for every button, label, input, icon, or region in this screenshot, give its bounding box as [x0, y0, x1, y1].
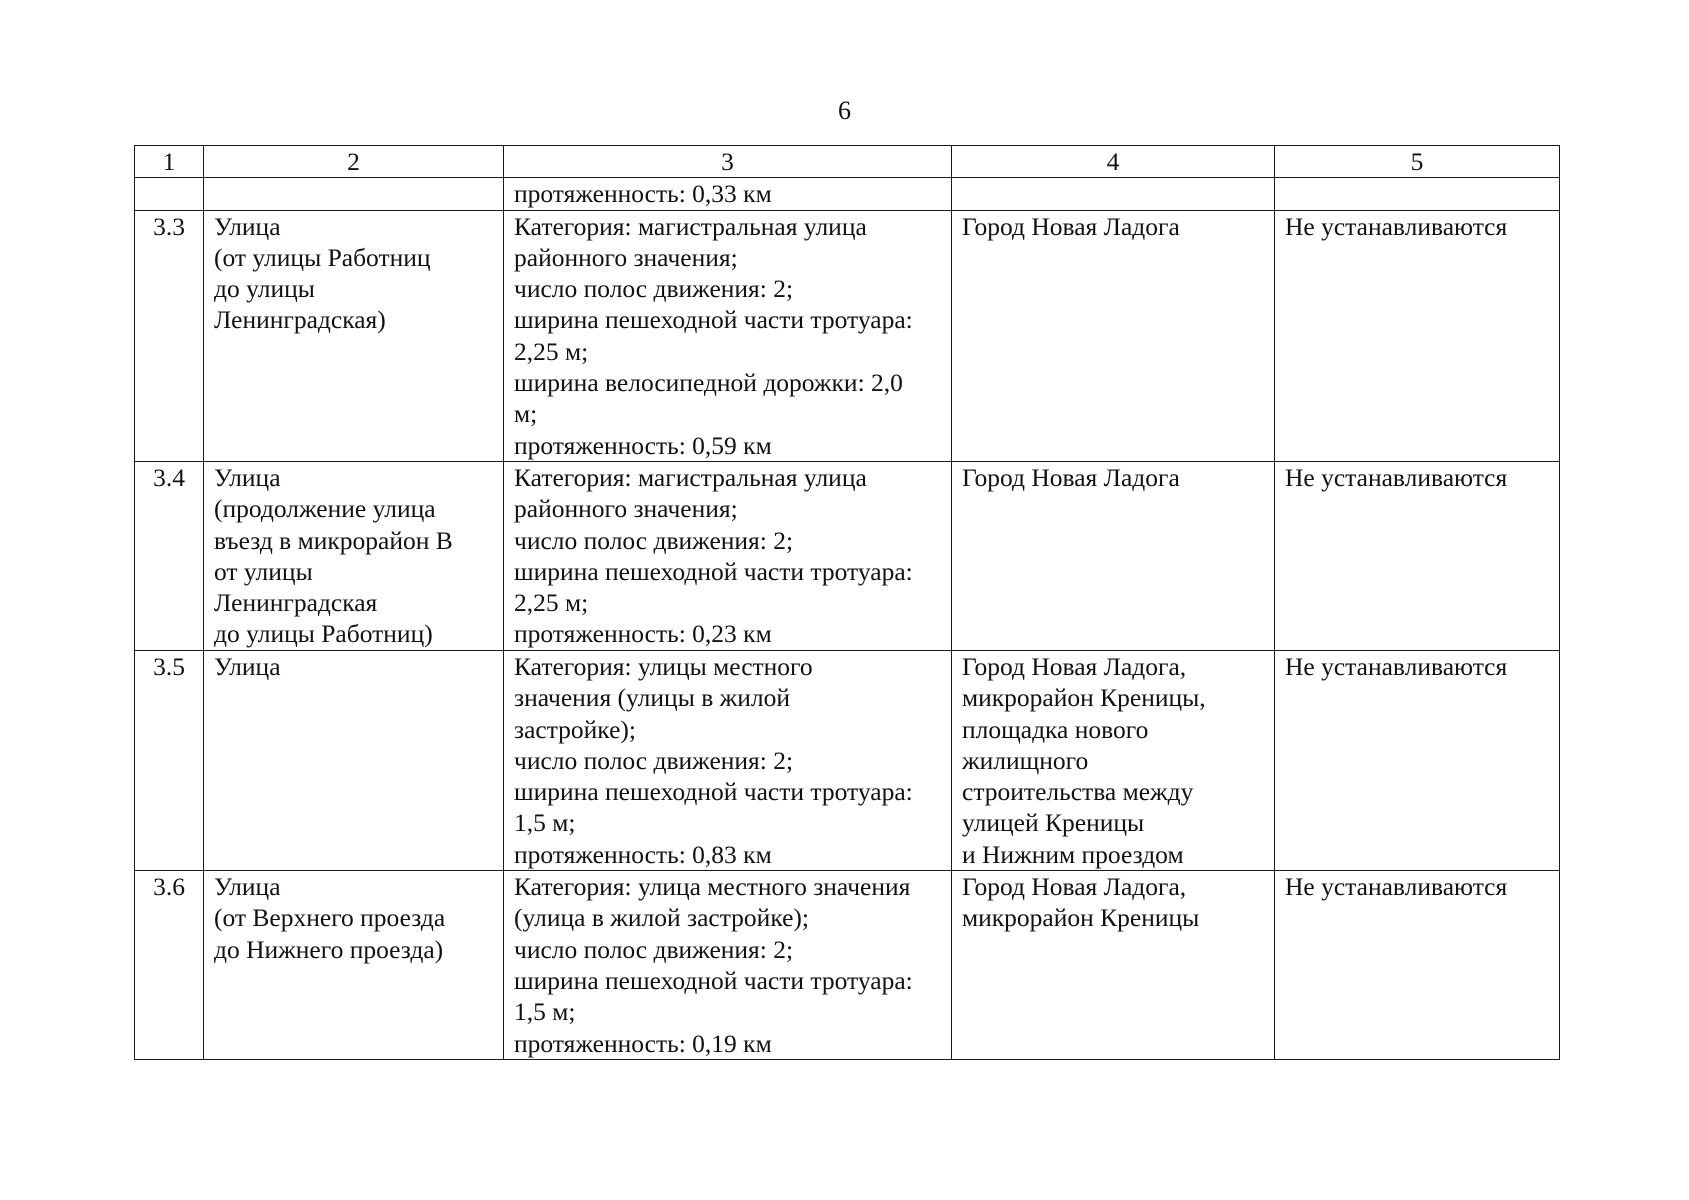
street-parameters: Категория: улицы местного значения (улицы в жилой застройке); число полос движения: 2; ширина пешеходной части тротуара: 1,5 м; протяженность: 0,83 км: [504, 650, 952, 870]
protection-zones: Не устанавливаются: [1275, 871, 1560, 1060]
table-row: [135, 871, 1560, 1060]
protection-zones: Не устанавливаются: [1275, 210, 1560, 461]
header-cell-5: 5: [1275, 146, 1560, 178]
row-number: 3.3: [135, 210, 204, 461]
header-row: [135, 146, 1560, 178]
street-location: Город Новая Ладога, микрорайон Креницы: [952, 871, 1275, 1060]
header-cell-1: 1: [135, 146, 204, 178]
street-name: Улица (от улицы Работниц до улицы Ленинградская): [204, 210, 504, 461]
street-parameters: протяженность: 0,33 км: [504, 178, 952, 210]
header-cell-3: 3: [504, 146, 952, 178]
street-location: Город Новая Ладога: [952, 210, 1275, 461]
street-parameters: Категория: улица местного значения (улица в жилой застройке); число полос движения: 2; ширина пешеходной части тротуара: 1,5 м; протяженность: 0,19 км: [504, 871, 952, 1060]
table-row: [135, 461, 1560, 650]
row-number: 3.5: [135, 650, 204, 870]
table-row: [135, 178, 1560, 210]
streets-table: [134, 145, 1560, 1060]
street-parameters: Категория: магистральная улица районного значения; число полос движения: 2; ширина пешеходной части тротуара: 2,25 м; ширина велосипедной дорожки: 2,0 м; протяженность: 0,59 км: [504, 210, 952, 461]
street-location: [952, 178, 1275, 210]
page-number: 6: [838, 96, 851, 125]
protection-zones: Не устанавливаются: [1275, 650, 1560, 870]
row-number: 3.4: [135, 461, 204, 650]
street-name: Улица (продолжение улица въезд в микрорайон В от улицы Ленинградская до улицы Работниц): [204, 461, 504, 650]
table-row: [135, 210, 1560, 461]
street-location: Город Новая Ладога, микрорайон Креницы, площадка нового жилищного строительства между улицей Креницы и Нижним проездом: [952, 650, 1275, 870]
header-cell-2: 2: [204, 146, 504, 178]
row-number: 3.6: [135, 871, 204, 1060]
street-parameters: Категория: магистральная улица районного значения; число полос движения: 2; ширина пешеходной части тротуара: 2,25 м; протяженность: 0,23 км: [504, 461, 952, 650]
street-location: Город Новая Ладога: [952, 461, 1275, 650]
protection-zones: [1275, 178, 1560, 210]
header-cell-4: 4: [952, 146, 1275, 178]
street-name: [204, 178, 504, 210]
row-number: [135, 178, 204, 210]
protection-zones: Не устанавливаются: [1275, 461, 1560, 650]
street-name: Улица: [204, 650, 504, 870]
table-row: [135, 650, 1560, 870]
street-name: Улица (от Верхнего проезда до Нижнего проезда): [204, 871, 504, 1060]
